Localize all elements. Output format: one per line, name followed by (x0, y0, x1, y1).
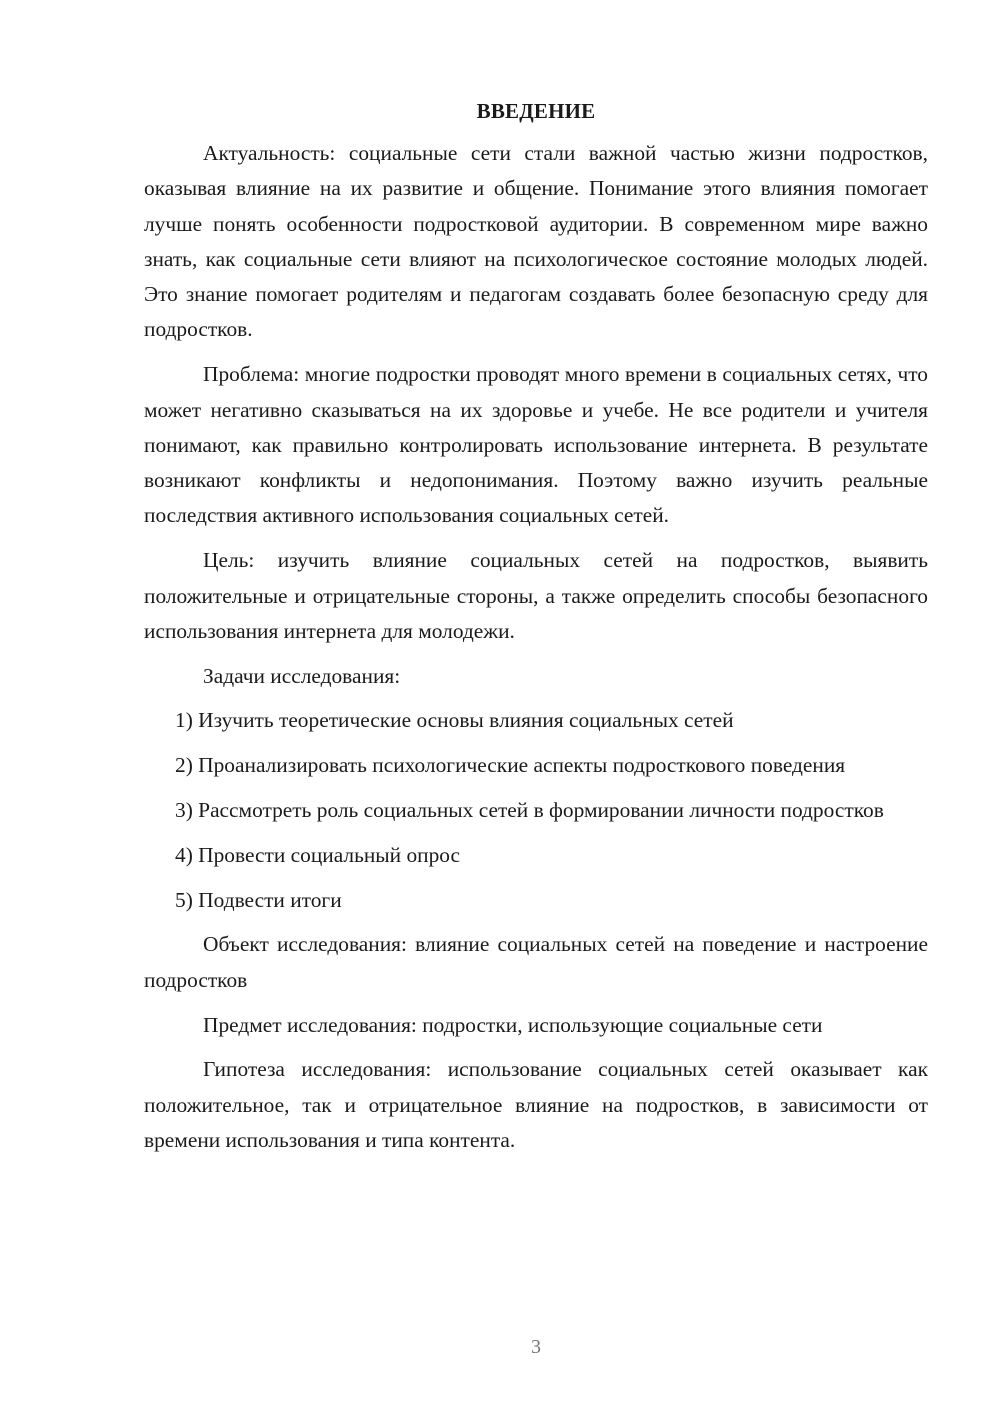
paragraph-hypothesis: Гипотеза исследования: использование социальных сетей оказывает как положительное, так и отрицательное влияние на подростков, в зависимости от времени использования и типа контента. (144, 1057, 928, 1152)
task-item-1: 1) Изучить теоретические основы влияния социальных сетей (175, 708, 734, 733)
page-number: 3 (531, 1336, 541, 1358)
task-item-2: 2) Проанализировать психологические аспекты подросткового поведения (175, 753, 846, 778)
task-item-5: 5) Подвести итоги (175, 887, 342, 912)
paragraph-relevance: Актуальность: социальные сети стали важной частью жизни подростков, оказывая влияние на их развитие и общение. Понимание этого влияния помогает лучше понять особенности подростковой аудитории. В современном мире важно знать, как социальные сети влияют на психологическое состояние молодых людей. Это знание помогает родителям и педагогам создавать более безопасную среду для подростков. (144, 141, 928, 342)
paragraph-subject: Предмет исследования: подростки, использующие социальные сети (203, 1012, 823, 1037)
paragraph-problem: Проблема: многие подростки проводят много времени в социальных сетях, что может негативно сказываться на их здоровье и учебе. Не все родители и учителя понимают, как правильно контролировать использование интернета. В результате возникают конфликты и недопонимания. Поэтому важно изучить реальные последствия активного использования социальных сетей. (144, 362, 928, 528)
task-item-4: 4) Провести социальный опрос (175, 842, 461, 867)
paragraph-tasks-heading: Задачи исследования: (203, 663, 401, 688)
task-item-3: 3) Рассмотреть роль социальных сетей в формировании личности подростков (175, 798, 884, 823)
paragraph-goal: Цель: изучить влияние социальных сетей на подростков, выявить положительные и отрицательные стороны, а также определить способы безопасного использования интернета для молодежи. (144, 548, 928, 643)
paragraph-object: Объект исследования: влияние социальных сетей на поведение и настроение подростков (144, 932, 928, 992)
section-title: ВВЕДЕНИЕ (476, 99, 596, 123)
page-content (144, 96, 928, 1168)
